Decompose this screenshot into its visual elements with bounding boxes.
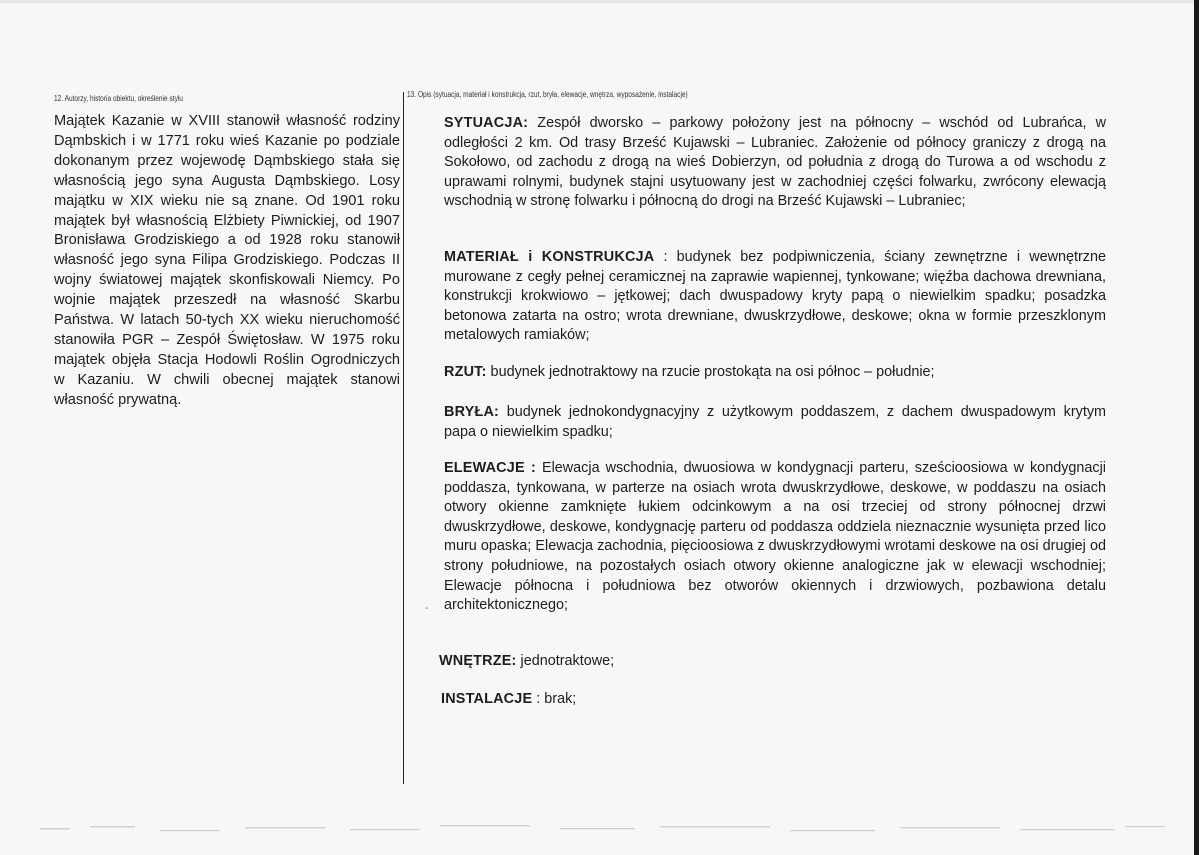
scan-bleed-through-noise (30, 818, 1180, 840)
bryla-label: BRYŁA: (444, 404, 500, 420)
sytuacja-label: SYTUACJA: (444, 115, 529, 131)
history-paragraph: Majątek Kazanie w XVIII stanowił własność rodziny Dąmbskich i w 1771 roku wieś Kazanie po podziale dokonanym przez wojewodę Dąmbskiego stała się własnością jego syna Augusta Dąmbskiego. Losy majątku w XIX wieku nie są znane. Od 1901 roku majątek był własnością Elżbiety Piwnickiej, od 1907 Bronisława Grodziskiego a od 1928 roku stanowił własność jego syna Filipa Grodziskiego. Podczas II wojny światowej majątek skonfiskowali Niemcy. Po wojnie majątek przeszedł na własność Skarbu Państwa. W latach 50-tych XX wieku nieruchomość stanowiła PGR – Zespół Świętosław. W 1975 roku majątek objęła Stacja Hodowli Roślin Ogrodniczych w Kazaniu. W chwili obecnej majątek stanowi własność prywatną. (54, 113, 400, 408)
section-instalacje (441, 690, 1103, 710)
section-sytuacja (444, 114, 1106, 212)
stray-scan-mark: - (425, 603, 429, 614)
left-column-header: 12. Autorzy, historia obiektu, określenie stylu (54, 94, 183, 103)
section-rzut (444, 363, 1106, 383)
sytuacja-text: Zespół dworsko – parkowy położony jest na północny – wschód od Lubrańca, w odległości 2 km. Od trasy Brześć Kujawski – Lubraniec. Założenie od północy graniczy z drogą na Sokołowo, od zachodu z drogą na wieś Dobierzyn, od południa z drogą do Turowa a od wschodu z uprawami rolnymi, budynek stajni usytuowany jest w zachodniej części folwarku, zwrócony elewacją wschodnią w stronę folwarku i północną do drogi na Brześć Kujawski – Lubraniec; (444, 115, 1106, 210)
rzut-text: budynek jednotraktowy na rzucie prostokąta na osi północ – południe; (486, 364, 935, 380)
rzut-label: RZUT: (444, 364, 487, 380)
bryla-text: budynek jednokondygnacyjny z użytkowym poddaszem, z dachem dwuspadowym krytym papa o niewielkim spadku; (444, 404, 1106, 440)
instalacje-text: : brak; (532, 691, 577, 707)
elewacje-label: ELEWACJE : (444, 460, 536, 476)
material-text: : budynek bez podpiwniczenia, ściany zewnętrzne i wewnętrzne murowane z cegły pełnej ceramicznej na zaprawie wapiennej, tynkowane; więźba dachowa drewniana, konstrukcji krokwiowo – jętkowej; dach dwuspadowy kryty papą o niewielkim spadku; posadzka betonowa zatarta na ostro; wrota drewniane, dwuskrzydłowe, deskowe; okna w formie przeszklonym metalowych ramiaków; (444, 249, 1106, 344)
section-wnetrze (439, 652, 1101, 672)
right-column-header: 13. Opis (sytuacja, materiał i konstrukcja, rzut, bryła, elewacje, wnętrza, wyposażenie, instalacje) (407, 90, 688, 99)
column-divider (403, 92, 404, 784)
scan-top-shade (0, 0, 1199, 3)
instalacje-label: INSTALACJE (441, 691, 533, 707)
elewacje-text: Elewacja wschodnia, dwuosiowa w kondygnacji parteru, sześcioosiowa w kondygnacji poddasza, tynkowana, w parterze na osiach wrota dwuskrzydłowe, deskowe, w poddaszu na osiach otwory okienne zamknięte łukiem odcinkowym a na osi trzeciej od strony północnej drzwi dwuskrzydłowe, deskowe, kondygnację parteru od poddasza oddziela nieznacznie wysunięta przed lico muru opaska; Elewacja zachodnia, pięcioosiowa z dwuskrzydłowymi wrotami deskowe na osi drugiej od strony południowe, na pozostałych osiach otwory okienne analogiczne jak w elewacji wschodniej; Elewacje północna i południowa bez otworów okiennych i drzwiowych, pozbawiona detalu architektonicznego; (444, 460, 1106, 614)
wnetrze-label: WNĘTRZE: (439, 653, 517, 669)
scan-right-edge (1194, 0, 1199, 855)
section-bryla (444, 403, 1106, 442)
section-elewacje (444, 459, 1106, 616)
wnetrze-text: jednotraktowe; (516, 653, 615, 669)
material-label: MATERIAŁ i KONSTRUKCJA (444, 249, 655, 265)
section-material (444, 248, 1106, 346)
